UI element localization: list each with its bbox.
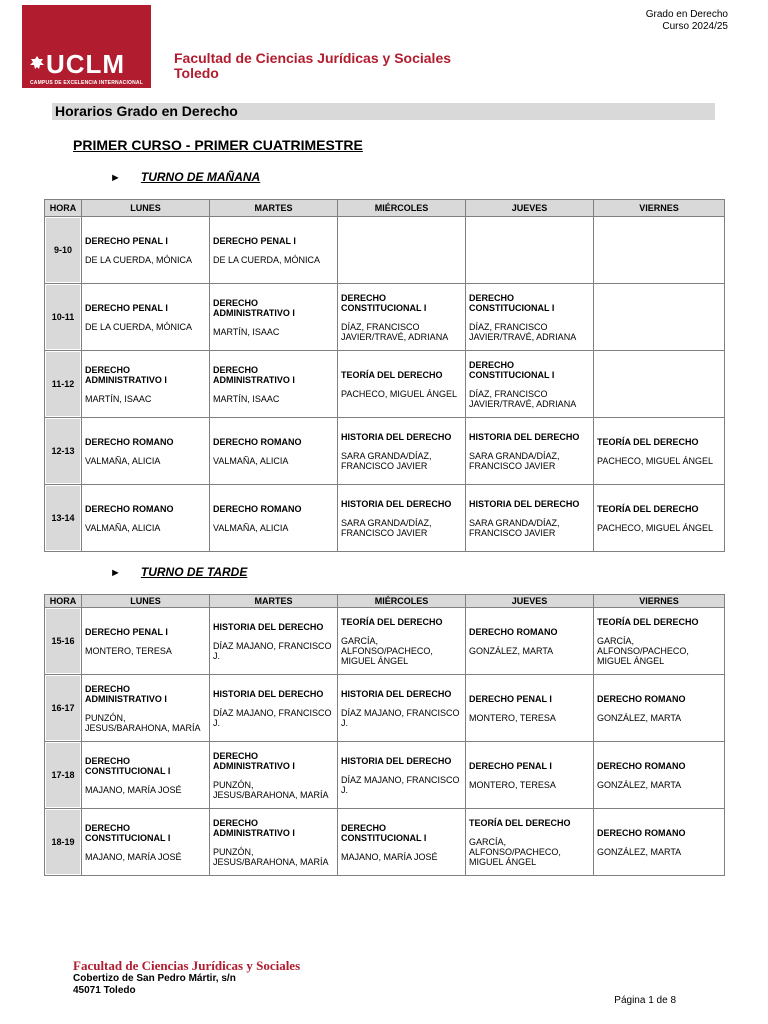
column-header: VIERNES — [594, 200, 725, 217]
schedule-cell — [594, 485, 725, 552]
document-meta — [646, 9, 728, 33]
subject-name: DERECHO ROMANO — [597, 693, 686, 704]
schedule-cell — [82, 418, 210, 485]
subject-name: DERECHO CONSTITUCIONAL I — [469, 292, 555, 313]
subject-name: DERECHO ROMANO — [597, 760, 686, 771]
teacher-name: DÍAZ MAJANO, FRANCISCO J. — [213, 707, 332, 728]
subject-name: DERECHO CONSTITUCIONAL I — [341, 292, 427, 313]
banner-title: Horarios Grado en Derecho — [55, 103, 238, 119]
teacher-name: DE LA CUERDA, MÓNICA — [213, 254, 321, 265]
schedule-cell — [82, 675, 210, 742]
subject-name: HISTORIA DEL DERECHO — [469, 431, 580, 442]
subject-name: TEORÍA DEL DERECHO — [597, 616, 699, 627]
subject-name: HISTORIA DEL DERECHO — [213, 621, 324, 632]
schedule-cell — [466, 485, 594, 552]
teacher-name: DÍAZ MAJANO, FRANCISCO J. — [213, 640, 332, 661]
teacher-name: GONZÁLEZ, MARTA — [469, 645, 554, 656]
teacher-name: GONZÁLEZ, MARTA — [597, 846, 682, 857]
schedule-cell — [338, 742, 466, 809]
arrow-right-icon: ► — [110, 567, 121, 579]
schedule-cell — [338, 485, 466, 552]
subject-name: DERECHO ADMINISTRATIVO I — [85, 364, 167, 385]
subject-name: HISTORIA DEL DERECHO — [341, 755, 452, 766]
schedule-cell — [466, 742, 594, 809]
morning-shift-label: TURNO DE MAÑANA — [140, 170, 261, 184]
schedule-cell — [210, 418, 338, 485]
column-header: HORA — [45, 200, 82, 217]
teacher-name: MARTÍN, ISAAC — [213, 326, 280, 337]
teacher-name: SARA GRANDA/DÍAZ, FRANCISCO JAVIER — [469, 517, 560, 538]
subject-name: DERECHO ROMANO — [213, 436, 302, 447]
teacher-name: PACHECO, MIGUEL ÁNGEL — [597, 522, 714, 533]
teacher-name: PACHECO, MIGUEL ÁNGEL — [597, 455, 714, 466]
subject-name: DERECHO ROMANO — [469, 626, 558, 637]
subject-name: DERECHO PENAL I — [469, 760, 552, 771]
subject-name: DERECHO PENAL I — [469, 693, 552, 704]
schedule-cell — [82, 809, 210, 876]
subject-name: DERECHO CONSTITUCIONAL I — [85, 822, 171, 843]
column-header: MIÉRCOLES — [338, 200, 466, 217]
teacher-name: MAJANO, MARÍA JOSÉ — [341, 851, 438, 862]
schedule-cell — [594, 418, 725, 485]
schedule-cell — [210, 351, 338, 418]
teacher-name: SARA GRANDA/DÍAZ, FRANCISCO JAVIER — [469, 450, 560, 471]
subject-name: DERECHO ADMINISTRATIVO I — [85, 683, 167, 704]
schedule-cell — [210, 284, 338, 351]
table-row — [45, 351, 725, 418]
hour-cell: 12-13 — [45, 418, 82, 485]
table-row — [45, 485, 725, 552]
subject-name: TEORÍA DEL DERECHO — [597, 503, 699, 514]
hour-cell: 15-16 — [45, 608, 82, 675]
schedule-cell — [338, 418, 466, 485]
subject-name: DERECHO CONSTITUCIONAL I — [85, 755, 171, 776]
subject-name: DERECHO ADMINISTRATIVO I — [213, 297, 295, 318]
subject-name: DERECHO ADMINISTRATIVO I — [213, 364, 295, 385]
degree-name: Grado en Derecho — [645, 9, 728, 20]
subject-name: DERECHO PENAL I — [213, 235, 296, 246]
column-header: LUNES — [82, 200, 210, 217]
subject-name: DERECHO PENAL I — [85, 235, 168, 246]
subject-name: DERECHO ADMINISTRATIVO I — [213, 750, 295, 771]
hour-cell: 10-11 — [45, 284, 82, 351]
teacher-name: SARA GRANDA/DÍAZ, FRANCISCO JAVIER — [341, 450, 432, 471]
teacher-name: MAJANO, MARÍA JOSÉ — [85, 851, 182, 862]
column-header: HORA — [45, 595, 82, 608]
column-header: LUNES — [82, 595, 210, 608]
teacher-name: GONZÁLEZ, MARTA — [597, 779, 682, 790]
subject-name: DERECHO ROMANO — [85, 503, 174, 514]
teacher-name: VALMAÑA, ALICIA — [85, 522, 161, 533]
schedule-cell — [82, 742, 210, 809]
schedule-cell — [338, 351, 466, 418]
faculty-name: Facultad de Ciencias Jurídicas y Sociales — [174, 50, 452, 66]
column-header: MIÉRCOLES — [338, 595, 466, 608]
schedule-cell — [82, 351, 210, 418]
schedule-cell — [466, 675, 594, 742]
table-row — [45, 418, 725, 485]
schedule-cell — [594, 675, 725, 742]
table-row — [45, 675, 725, 742]
footer-street: Cobertizo de San Pedro Mártir, s/n — [73, 973, 236, 984]
schedule-cell — [338, 675, 466, 742]
schedule-cell — [210, 675, 338, 742]
morning-schedule-table — [44, 199, 725, 552]
table-row — [45, 809, 725, 876]
schedule-cell — [338, 217, 466, 284]
table-row — [45, 742, 725, 809]
subject-name: HISTORIA DEL DERECHO — [213, 688, 324, 699]
teacher-name: SARA GRANDA/DÍAZ, FRANCISCO JAVIER — [341, 517, 432, 538]
schedule-cell — [338, 809, 466, 876]
faculty-city: Toledo — [174, 65, 219, 81]
teacher-name: MAJANO, MARÍA JOSÉ — [85, 784, 182, 795]
schedule-cell — [82, 485, 210, 552]
arrow-right-icon: ► — [110, 172, 121, 184]
schedule-cell — [594, 742, 725, 809]
schedule-cell — [594, 351, 725, 418]
teacher-name: PUNZÓN, JESUS/BARAHONA, MARÍA — [85, 712, 201, 733]
subject-name: TEORÍA DEL DERECHO — [341, 369, 443, 380]
footer-address — [73, 973, 236, 997]
teacher-name: DÍAZ MAJANO, FRANCISCO J. — [341, 707, 460, 728]
subject-name: HISTORIA DEL DERECHO — [341, 431, 452, 442]
teacher-name: PUNZÓN, JESUS/BARAHONA, MARÍA — [213, 779, 329, 800]
schedule-cell — [210, 742, 338, 809]
section-title: PRIMER CURSO - PRIMER CUATRIMESTRE — [73, 137, 363, 153]
schedule-cell — [466, 351, 594, 418]
hour-cell: 18-19 — [45, 809, 82, 876]
teacher-name: DÍAZ, FRANCISCO JAVIER/TRAVÉ, ADRIANA — [469, 388, 577, 409]
column-header: JUEVES — [466, 200, 594, 217]
teacher-name: PACHECO, MIGUEL ÁNGEL — [341, 388, 458, 399]
schedule-cell — [466, 809, 594, 876]
logo-wordmark: UCLM — [46, 49, 126, 79]
teacher-name: MARTÍN, ISAAC — [85, 393, 152, 404]
afternoon-shift-heading — [110, 565, 247, 579]
schedule-cell — [210, 485, 338, 552]
subject-name: DERECHO ADMINISTRATIVO I — [213, 817, 295, 838]
hour-cell: 16-17 — [45, 675, 82, 742]
subject-name: DERECHO PENAL I — [85, 302, 168, 313]
uclm-emblem-icon — [30, 56, 44, 72]
hour-cell: 17-18 — [45, 742, 82, 809]
schedule-cell — [594, 809, 725, 876]
subject-name: DERECHO CONSTITUCIONAL I — [469, 359, 555, 380]
footer-faculty: Facultad de Ciencias Jurídicas y Sociales — [73, 958, 301, 973]
teacher-name: GARCÍA, ALFONSO/PACHECO, MIGUEL ÁNGEL — [469, 836, 561, 867]
schedule-cell — [338, 608, 466, 675]
teacher-name: GARCÍA, ALFONSO/PACHECO, MIGUEL ÁNGEL — [341, 635, 433, 666]
hour-cell: 9-10 — [45, 217, 82, 284]
teacher-name: DÍAZ MAJANO, FRANCISCO J. — [341, 774, 460, 795]
schedule-cell — [82, 608, 210, 675]
column-header: JUEVES — [466, 595, 594, 608]
teacher-name: VALMAÑA, ALICIA — [213, 455, 289, 466]
schedule-cell — [210, 809, 338, 876]
teacher-name: VALMAÑA, ALICIA — [213, 522, 289, 533]
subject-name: DERECHO CONSTITUCIONAL I — [341, 822, 427, 843]
subject-name: HISTORIA DEL DERECHO — [341, 498, 452, 509]
logo-tagline: CAMPUS DE EXCELENCIA INTERNACIONAL — [29, 80, 143, 86]
schedule-cell — [594, 608, 725, 675]
subject-name: TEORÍA DEL DERECHO — [597, 436, 699, 447]
teacher-name: MONTERO, TERESA — [85, 645, 172, 656]
teacher-name: DÍAZ, FRANCISCO JAVIER/TRAVÉ, ADRIANA — [341, 321, 449, 342]
schedule-cell — [338, 284, 466, 351]
morning-shift-heading — [110, 170, 260, 184]
schedule-cell — [466, 217, 594, 284]
column-header: MARTES — [210, 595, 338, 608]
page-banner — [52, 103, 715, 120]
schedule-cell — [594, 217, 725, 284]
table-row — [45, 217, 725, 284]
column-header: MARTES — [210, 200, 338, 217]
subject-name: DERECHO ROMANO — [213, 503, 302, 514]
teacher-name: VALMAÑA, ALICIA — [85, 455, 161, 466]
uclm-logo — [22, 5, 151, 88]
subject-name: TEORÍA DEL DERECHO — [469, 817, 571, 828]
teacher-name: MONTERO, TERESA — [469, 779, 556, 790]
teacher-name: GONZÁLEZ, MARTA — [597, 712, 682, 723]
table-row — [45, 284, 725, 351]
teacher-name: GARCÍA, ALFONSO/PACHECO, MIGUEL ÁNGEL — [597, 635, 689, 666]
schedule-cell — [594, 284, 725, 351]
subject-name: TEORÍA DEL DERECHO — [341, 616, 443, 627]
footer-city: 45071 Toledo — [73, 985, 136, 996]
schedule-cell — [210, 217, 338, 284]
schedule-cell — [466, 608, 594, 675]
afternoon-schedule-table — [44, 594, 725, 876]
schedule-cell — [82, 284, 210, 351]
schedule-cell — [210, 608, 338, 675]
schedule-cell — [466, 284, 594, 351]
page-number: Página 1 de 8 — [614, 995, 676, 1006]
subject-name: DERECHO ROMANO — [85, 436, 174, 447]
teacher-name: MARTÍN, ISAAC — [213, 393, 280, 404]
afternoon-shift-label: TURNO DE TARDE — [140, 565, 248, 579]
teacher-name: PUNZÓN, JESUS/BARAHONA, MARÍA — [213, 846, 329, 867]
schedule-cell — [466, 418, 594, 485]
subject-name: HISTORIA DEL DERECHO — [341, 688, 452, 699]
teacher-name: DÍAZ, FRANCISCO JAVIER/TRAVÉ, ADRIANA — [469, 321, 577, 342]
subject-name: DERECHO ROMANO — [597, 827, 686, 838]
subject-name: HISTORIA DEL DERECHO — [469, 498, 580, 509]
faculty-heading — [174, 51, 451, 81]
subject-name: DERECHO PENAL I — [85, 626, 168, 637]
table-row — [45, 608, 725, 675]
teacher-name: DE LA CUERDA, MÓNICA — [85, 321, 193, 332]
teacher-name: DE LA CUERDA, MÓNICA — [85, 254, 193, 265]
column-header: VIERNES — [594, 595, 725, 608]
teacher-name: MONTERO, TERESA — [469, 712, 556, 723]
schedule-cell — [82, 217, 210, 284]
course-year: Curso 2024/25 — [662, 21, 728, 32]
hour-cell: 13-14 — [45, 485, 82, 552]
hour-cell: 11-12 — [45, 351, 82, 418]
